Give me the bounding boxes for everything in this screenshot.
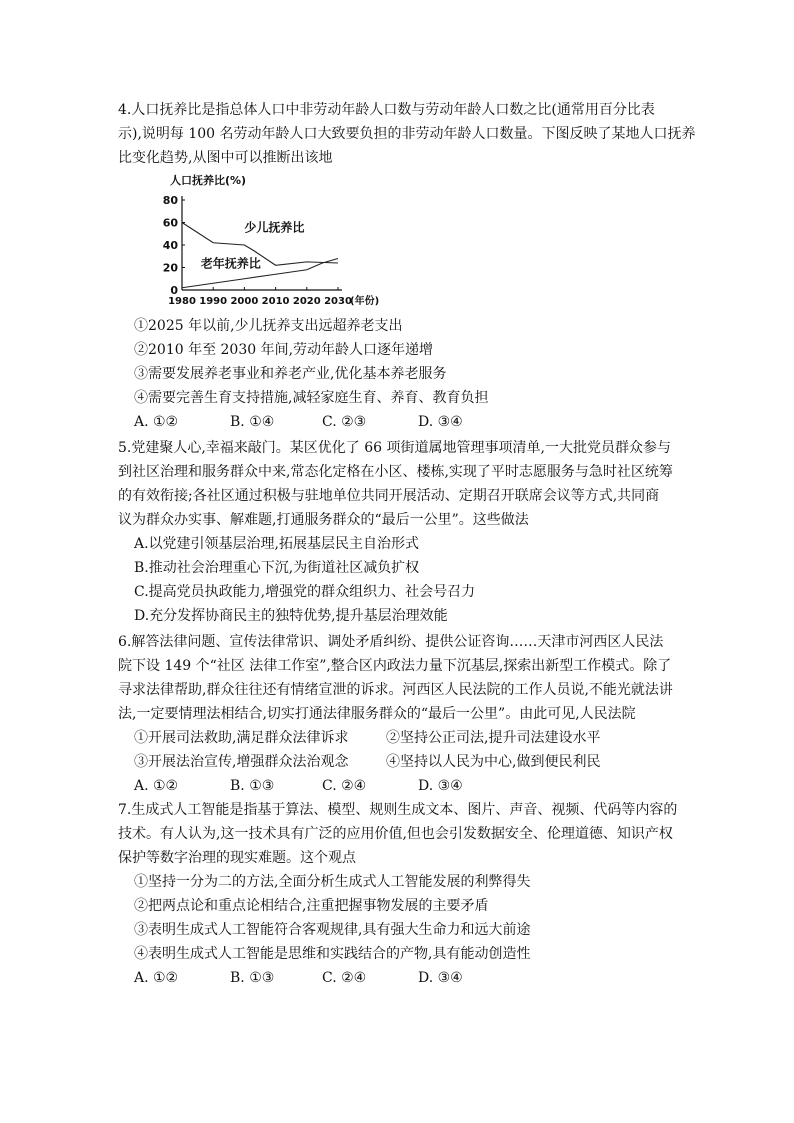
q6-item-1: ①开展司法救助,满足群众法律诉求 — [134, 730, 349, 746]
y-axis-label: 人口抚养比(%) — [170, 174, 247, 187]
q7-option-c[interactable]: C. ②④ — [322, 970, 367, 986]
q5-option-a[interactable]: A.以党建引领基层治理,拓展基层民主自治形式 — [134, 536, 420, 552]
q6-item-3: ③开展法治宣传,增强群众法治观念 — [134, 754, 349, 770]
q7-item-4: ④表明生成式人工智能是思维和实践结合的产物,具有能动创造性 — [134, 946, 531, 962]
y-tick-label: 80 — [162, 194, 178, 207]
series-label-child-dependency: 少儿抚养比 — [244, 220, 305, 235]
q6-stem-line-4: 法,一定要情理法相结合,切实打通法律服务群众的“最后一公里”。由此可见,人民法院 — [118, 706, 636, 722]
x-tick-label: 2010 — [261, 296, 290, 307]
y-tick-label: 20 — [162, 261, 178, 275]
q7-item-1: ①坚持一分为二的方法,全面分析生成式人工智能发展的利弊得失 — [134, 874, 531, 890]
q4-option-d[interactable]: D. ③④ — [418, 414, 463, 430]
x-tick-label: 1990 — [199, 296, 228, 307]
q7-item-3: ③表明生成式人工智能符合客观规律,具有强大生命力和远大前途 — [134, 922, 531, 938]
q4-stem-line-2: 示),说明每 100 名劳动年龄人口大致要负担的非劳动年龄人口数量。下图反映了某地人口抚养 — [118, 126, 696, 142]
q4-item-4: ④需要完善生育支持措施,减轻家庭生育、养育、教育负担 — [134, 390, 489, 406]
q6-option-a[interactable]: A. ①② — [134, 778, 179, 794]
q7-option-b[interactable]: B. ①③ — [230, 970, 275, 986]
q4-stem-line-1: 4.人口抚养比是指总体人口中非劳动年龄人口数与劳动年龄人口数之比(通常用百分比表 — [118, 102, 655, 118]
q6-stem-line-2: 院下设 149 个“社区 法律工作室”,整合区内政法力量下沉基层,探索出新型工作模式。除了 — [118, 658, 672, 674]
q6-stem-line-1: 6.解答法律问题、宣传法律常识、调处矛盾纠纷、提供公证咨询……天津市河西区人民法 — [118, 634, 664, 650]
y-tick-label: 40 — [162, 239, 178, 252]
series-label-elderly-dependency: 老年抚养比 — [200, 256, 261, 271]
q6-item-2: ②坚持公正司法,提升司法建设水平 — [386, 730, 601, 746]
q5-stem-line-3: 的有效衔接;各社区通过积极与驻地单位共同开展活动、定期召开联席会议等方式,共同商 — [118, 488, 660, 504]
q4-option-a[interactable]: A. ①② — [134, 414, 179, 430]
q5-option-d[interactable]: D.充分发挥协商民主的独特优势,提升基层治理效能 — [134, 608, 448, 624]
x-tick-label: 1980 — [168, 296, 196, 307]
q7-option-a[interactable]: A. ①② — [134, 970, 179, 986]
x-tick-label: 2000 — [230, 296, 259, 307]
q5-option-c[interactable]: C.提高党员执政能力,增强党的群众组织力、社会号召力 — [134, 584, 476, 600]
q7-option-d[interactable]: D. ③④ — [418, 970, 463, 986]
q4-option-b[interactable]: B. ①④ — [230, 414, 275, 430]
x-axis-label: (年份) — [350, 296, 380, 307]
q4-item-3: ③需要发展养老事业和养老产业,优化基本养老服务 — [134, 366, 447, 382]
q7-stem-line-3: 保护等数字治理的现实难题。这个观点 — [118, 850, 356, 866]
q4-option-c[interactable]: C. ②③ — [322, 414, 367, 430]
q6-item-4: ④坚持以人民为中心,做到便民利民 — [386, 754, 601, 770]
q6-option-b[interactable]: B. ①③ — [230, 778, 275, 794]
x-tick-label: 2030 — [324, 296, 352, 307]
y-tick-label: 0 — [170, 284, 178, 297]
x-tick-label: 2020 — [292, 296, 321, 307]
q4-item-2: ②2010 年至 2030 年间,劳动年龄人口逐年递增 — [134, 342, 434, 358]
y-tick-label: 60 — [162, 216, 178, 230]
q4-item-1: ①2025 年以前,少儿抚养支出远超养老支出 — [134, 318, 403, 334]
q4-stem-line-3: 比变化趋势,从图中可以推断出该地 — [118, 150, 333, 166]
q6-option-d[interactable]: D. ③④ — [418, 778, 463, 794]
q7-stem-line-1: 7.生成式人工智能是指基于算法、模型、规则生成文本、图片、声音、视频、代码等内容的 — [118, 802, 678, 818]
q7-item-2: ②把两点论和重点论相结合,注重把握事物发展的主要矛盾 — [134, 898, 489, 914]
q5-option-b[interactable]: B.推动社会治理重心下沉,为街道社区减负扩权 — [134, 560, 420, 576]
q5-stem-line-2: 到社区治理和服务群众中来,常态化定格在小区、楼栋,实现了平时志愿服务与急时社区统筹 — [118, 464, 673, 480]
q6-option-c[interactable]: C. ②④ — [322, 778, 367, 794]
dependency-ratio-chart — [160, 170, 420, 310]
q5-stem-line-1: 5.党建聚人心,幸福来敲门。某区优化了 66 项街道属地管理事项清单,一大批党员群众参与 — [118, 440, 671, 456]
q6-stem-line-3: 寻求法律帮助,群众往往还有情绪宣泄的诉求。河西区人民法院的工作人员说,不能光就法讲 — [118, 682, 673, 698]
q5-stem-line-4: 议为群众办实事、解难题,打通服务群众的“最后一公里”。这些做法 — [118, 512, 529, 528]
q7-stem-line-2: 技术。有人认为,这一技术具有广泛的应用价值,但也会引发数据安全、伦理道德、知识产权 — [118, 826, 673, 842]
